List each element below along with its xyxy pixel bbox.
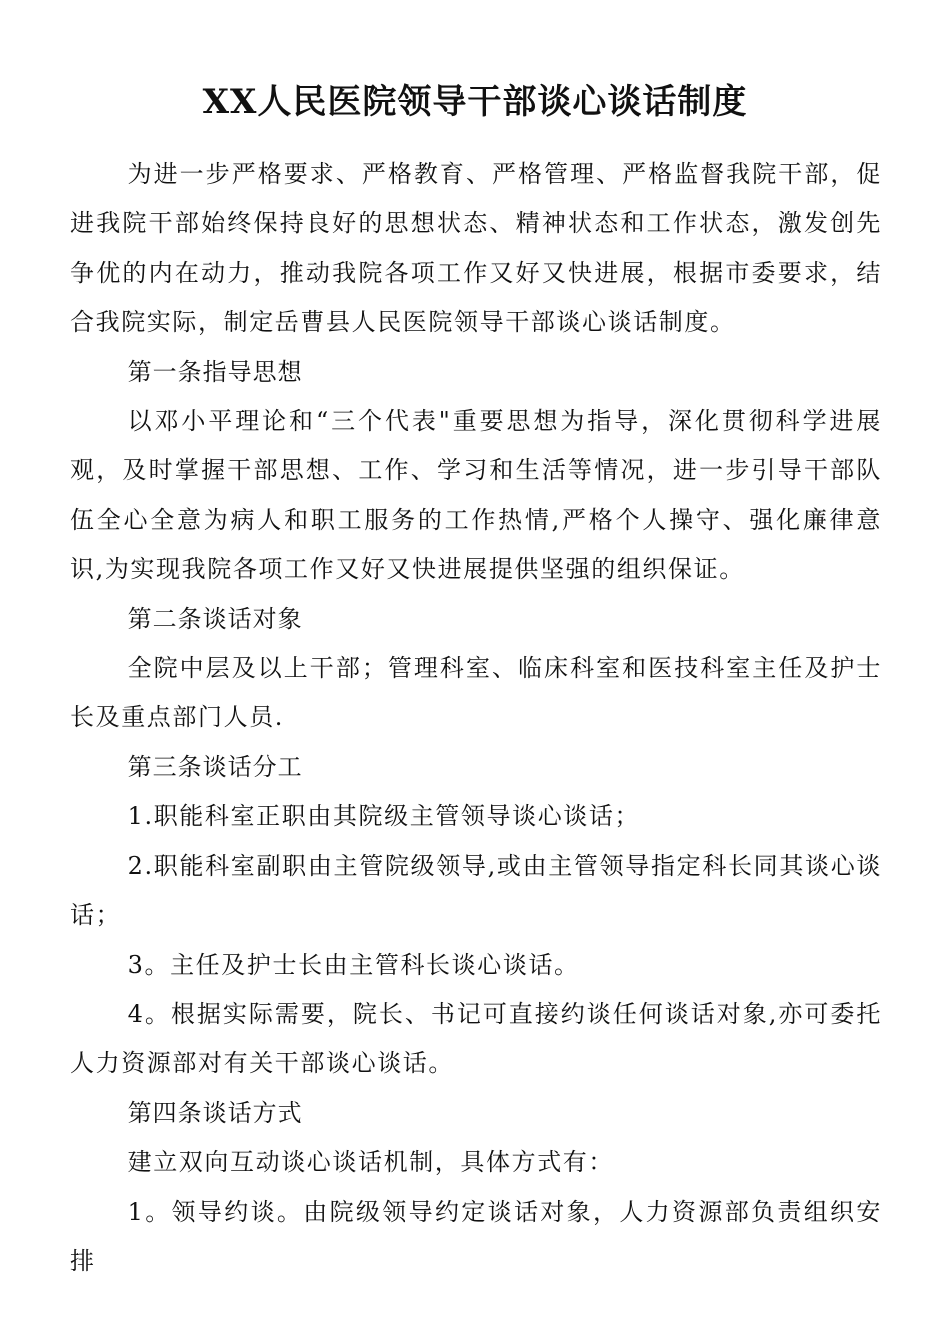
paragraph-talk-targets: 全院中层及以上干部；管理科室、临床科室和医技科室主任及护士长及重点部门人员. bbox=[70, 654, 882, 732]
list-item-division-3: 3。主任及护士长由主管科长谈心谈话。 bbox=[127, 950, 580, 979]
paragraph-intro: 为进一步严格要求、严格教育、严格管理、严格监督我院干部，促进我院干部始终保持良好的思想状态、精神状态和工作状态，激发创先争优的内在动力，推动我院各项工作又好又快进展，根据市委要求，结合我院实际，制定岳曹县人民医院领导干部谈心谈话制度。 bbox=[70, 160, 882, 337]
list-item-division-4: 4。根据实际需要，院长、书记可直接约谈任何谈话对象,亦可委托人力资源部对有关干部谈心谈话。 bbox=[70, 999, 882, 1078]
list-item-division-1: 1.职能科室正职由其院级主管领导谈心谈话； bbox=[127, 802, 641, 831]
paragraph-talk-methods: 建立双向互动谈心谈话机制，具体方式有： bbox=[127, 1148, 614, 1177]
section-heading-2: 第二条谈话对象 bbox=[127, 604, 303, 633]
section-heading-1: 第一条指导思想 bbox=[127, 357, 303, 386]
paragraph-guiding-thought: 以邓小平理论和“三个代表"重要思想为指导，深化贯彻科学进展观，及时掌握干部思想、工作、学习和生活等情况，进一步引导干部队伍全心全意为病人和职工服务的工作热情,严格个人操守、强化廉律意识,为实现我院各项工作又好又快进展提供坚强的组织保证。 bbox=[70, 407, 882, 584]
list-item-method-1: 1。领导约谈。由院级领导约定谈话对象，人力资源部负责组织安排 bbox=[70, 1197, 882, 1275]
section-heading-4: 第四条谈话方式 bbox=[127, 1098, 303, 1127]
document-title: XX人民医院领导干部谈心谈话制度 bbox=[202, 82, 748, 122]
section-heading-3: 第三条谈话分工 bbox=[127, 752, 303, 781]
document-body bbox=[70, 150, 882, 1286]
list-item-division-2: 2.职能科室副职由主管院级领导,或由主管领导指定科长同其谈心谈话； bbox=[70, 851, 882, 930]
